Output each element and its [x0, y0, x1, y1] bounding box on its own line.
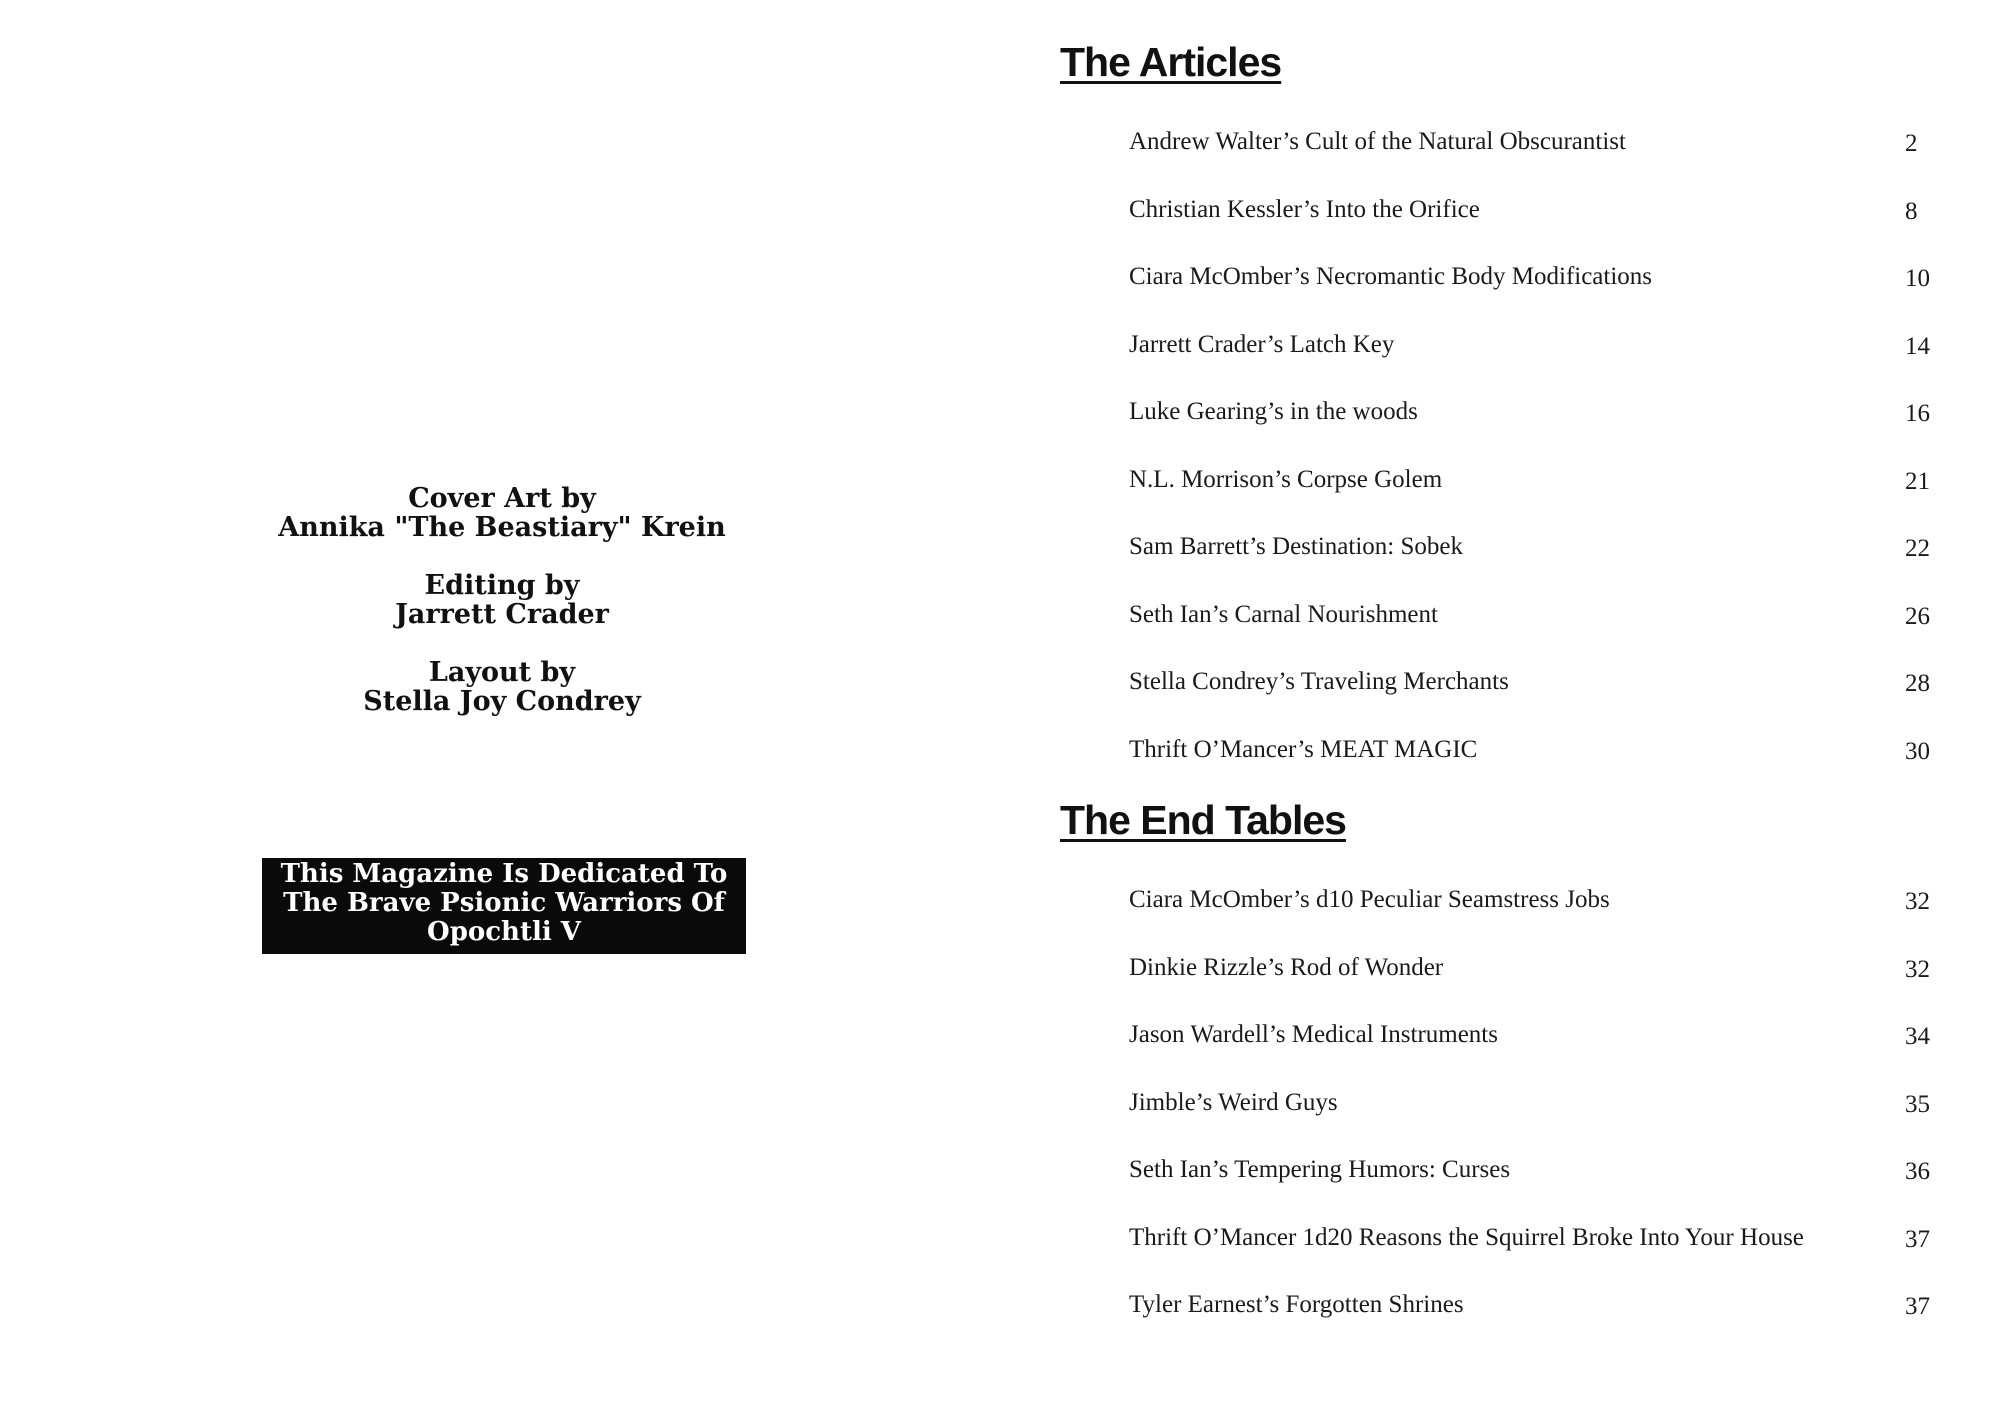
- dedication-box: [262, 858, 746, 954]
- end-tables-list: [1129, 885, 1965, 1358]
- toc-entry-title: Stella Condrey’s Traveling Merchants: [1129, 668, 1509, 695]
- articles-heading: The Articles: [1060, 39, 1282, 85]
- toc-entry[interactable]: [1129, 735, 1965, 803]
- toc-entry-title: Seth Ian’s Tempering Humors: Curses: [1129, 1156, 1511, 1183]
- toc-entry[interactable]: [1129, 1223, 1965, 1291]
- toc-entry-page: 37: [1905, 1293, 1930, 1320]
- toc-entry-title: Andrew Walter’s Cult of the Natural Obscurantist: [1129, 128, 1626, 155]
- toc-entry-page: 8: [1905, 197, 1918, 225]
- toc-entry-page: 34: [1905, 1023, 1930, 1050]
- credit-name: Stella Joy Condrey: [363, 686, 641, 717]
- credits: [200, 484, 804, 745]
- toc-entry-page: 22: [1905, 535, 1930, 562]
- toc-entry-page: 14: [1905, 332, 1930, 360]
- toc-entry-title: Sam Barrett’s Destination: Sobek: [1129, 533, 1463, 560]
- toc-entry[interactable]: [1129, 465, 1965, 533]
- toc-entry-title: Jimble’s Weird Guys: [1129, 1088, 1338, 1116]
- toc-entry[interactable]: [1129, 1155, 1965, 1223]
- toc-entry[interactable]: [1129, 885, 1965, 953]
- toc-entry-title: Seth Ian’s Carnal Nourishment: [1129, 600, 1438, 628]
- toc-entry-title: Ciara McOmber’s d10 Peculiar Seamstress Jobs: [1129, 886, 1610, 913]
- toc-entry-title: Dinkie Rizzle’s Rod of Wonder: [1129, 953, 1444, 981]
- toc-entry-page: 35: [1905, 1090, 1930, 1118]
- toc-entry-page: 2: [1905, 130, 1918, 157]
- toc-entry-page: 30: [1905, 737, 1930, 765]
- toc-entry[interactable]: [1129, 195, 1965, 263]
- toc-entry-page: 10: [1905, 265, 1930, 292]
- toc-entry[interactable]: [1129, 1020, 1965, 1088]
- credit-editing: [200, 571, 804, 629]
- credit-role: Layout by: [428, 657, 576, 688]
- toc-entry[interactable]: [1129, 1290, 1965, 1358]
- credit-role: Editing by: [424, 570, 580, 601]
- toc-entry[interactable]: [1129, 127, 1965, 195]
- toc-entry-page: 28: [1905, 670, 1930, 697]
- articles-list: [1129, 127, 1965, 802]
- toc-entry[interactable]: [1129, 397, 1965, 465]
- toc-entry-page: 36: [1905, 1158, 1930, 1185]
- table-of-contents: [1000, 0, 2000, 1419]
- toc-entry[interactable]: [1129, 262, 1965, 330]
- credit-name: Jarrett Crader: [395, 599, 609, 630]
- toc-entry-page: 26: [1905, 602, 1930, 630]
- credit-layout: [200, 658, 804, 716]
- credit-cover-art: [200, 484, 804, 542]
- toc-entry-page: 21: [1905, 467, 1930, 495]
- toc-entry[interactable]: [1129, 667, 1965, 735]
- credit-role: Cover Art by: [408, 483, 596, 514]
- credit-name: Annika "The Beastiary" Krein: [278, 512, 726, 543]
- toc-entry-page: 16: [1905, 400, 1930, 427]
- toc-entry-page: 37: [1905, 1225, 1930, 1253]
- toc-entry-title: Tyler Earnest’s Forgotten Shrines: [1129, 1291, 1464, 1318]
- dedication-line: Opochtli V: [427, 917, 581, 947]
- toc-entry[interactable]: [1129, 532, 1965, 600]
- dedication-line: This Magazine Is Dedicated To: [280, 859, 728, 889]
- toc-entry-page: 32: [1905, 888, 1930, 915]
- toc-entry-title: Thrift O’Mancer’s MEAT MAGIC: [1129, 735, 1478, 763]
- end-tables-heading: The End Tables: [1060, 797, 1346, 843]
- toc-entry-title: Thrift O’Mancer 1d20 Reasons the Squirrel Broke Into Your House: [1129, 1223, 1804, 1251]
- toc-entry[interactable]: [1129, 330, 1965, 398]
- toc-entry-page: 32: [1905, 955, 1930, 983]
- toc-entry[interactable]: [1129, 1088, 1965, 1156]
- toc-entry-title: Luke Gearing’s in the woods: [1129, 398, 1418, 425]
- toc-entry-title: Jarrett Crader’s Latch Key: [1129, 330, 1395, 358]
- toc-entry-title: Christian Kessler’s Into the Orifice: [1129, 195, 1480, 223]
- toc-entry[interactable]: [1129, 953, 1965, 1021]
- toc-entry-title: Ciara McOmber’s Necromantic Body Modifications: [1129, 263, 1653, 290]
- toc-entry-title: N.L. Morrison’s Corpse Golem: [1129, 465, 1443, 493]
- dedication-line: The Brave Psionic Warriors Of: [283, 888, 725, 918]
- toc-entry-title: Jason Wardell’s Medical Instruments: [1129, 1021, 1498, 1048]
- toc-entry[interactable]: [1129, 600, 1965, 668]
